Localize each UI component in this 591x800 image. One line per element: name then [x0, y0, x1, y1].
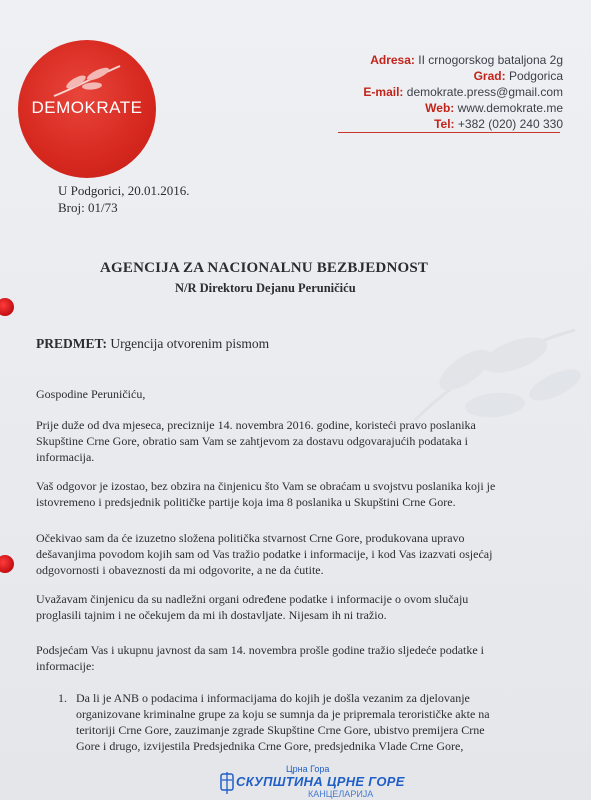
contact-block [363, 52, 563, 132]
city-value: Podgorica [508, 69, 563, 83]
document-number: Broj: 01/73 [58, 200, 118, 215]
paragraph [36, 530, 566, 578]
paragraph-line: informacija. [36, 450, 95, 464]
paragraph-line: odgovornosti i obaveznosti da mi odgovorite, a ne da ćutite. [36, 563, 324, 577]
web-label: Web: [425, 101, 455, 115]
paragraph-line: Očekivao sam da će izuzetno složena politička stvarnost Crne Gore, produkovana upravo [36, 531, 465, 545]
leaf-logo-icon [48, 62, 126, 98]
paragraph-line: proglasili tajnim i ne očekujem da mi ih dostavljate. Nijesam ih ni tražio. [36, 608, 387, 622]
list-item [58, 690, 558, 754]
paragraph-line: istovremeno i predsjednik političke partije koja ima 8 poslanika u Skupštini Crne Gore. [36, 495, 456, 509]
stamp-office: КАНЦЕЛАРИЈА [308, 789, 374, 799]
stamp-institution: СКУПШТИНА ЦРНЕ ГОРЕ [236, 774, 405, 789]
parliament-stamp [236, 764, 405, 799]
tel-value: +382 (020) 240 330 [457, 117, 563, 131]
binder-hole [0, 555, 14, 573]
paragraph-line: Uvažavam činjenicu da su nadležni organi određene podatke i informacije o ovom slučaju [36, 592, 469, 606]
contact-email [363, 84, 563, 100]
list-number: 1. [58, 691, 67, 705]
address-value: II crnogorskog bataljona 2g [418, 53, 563, 67]
contact-city [363, 68, 563, 84]
list-line: organizovane kriminalne grupe za koju se sumnja da je pripremala terorističke akte na [76, 707, 490, 721]
paragraph-line: informacije: [36, 659, 95, 673]
subject-label: PREDMET: [36, 336, 107, 351]
binder-hole [0, 298, 14, 316]
paragraph-line: Podsjećam Vas i ukupnu javnost da sam 14. novembra prošle godine tražio sljedeće podatke i [36, 643, 485, 657]
paragraph-line: Prije duže od dva mjeseca, preciznije 14. novembra 2016. godine, koristeći pravo poslanika [36, 418, 476, 432]
stamp-country: Црна Гора [286, 764, 330, 774]
email-label: E-mail: [363, 85, 404, 99]
place-date: U Podgorici, 20.01.2016. [58, 183, 190, 198]
paragraph-line: Vaš odgovor je izostao, bez obzira na činjenicu što Vam se obraćam u svojstvu poslanika koji je [36, 479, 496, 493]
paragraph [36, 417, 566, 465]
logo-text: DEMOKRATE [31, 98, 143, 117]
city-label: Grad: [473, 69, 506, 83]
paragraph-line: Skupštine Crne Gore, obratio sam Vam se zahtjevom za dostavu odgovarajućih podataka i [36, 434, 468, 448]
header-divider [338, 132, 560, 133]
paragraph [36, 478, 566, 510]
subject-text: Urgencija otvorenim pismom [110, 336, 270, 351]
web-value: www.demokrate.me [457, 101, 563, 115]
list-line: Gore i drugo, izvijestila Predsjednika Crne Gore, predsjednika Vlade Crne Gore, [76, 739, 464, 753]
address-label: Adresa: [370, 53, 415, 67]
recipient-attention: N/R Direktoru Dejanu Peruničiću [175, 281, 356, 295]
contact-address [363, 52, 563, 68]
list-line: Da li je ANB o podacima i informacijama do kojih je došla vezanim za djelovanje [76, 691, 470, 705]
paragraph-line: dešavanjima povodom kojih sam od Vas tražio podatke i informacije, i kod Vas izazvati osjećaj [36, 547, 493, 561]
email-value: demokrate.press@gmail.com [406, 85, 563, 99]
list-text [76, 690, 558, 754]
contact-web [363, 100, 563, 116]
paragraph [36, 642, 566, 674]
parliament-emblem-icon [218, 770, 236, 796]
recipient-agency: AGENCIJA ZA NACIONALNU BEZBJEDNOST [100, 260, 429, 276]
contact-tel [363, 116, 563, 132]
list-line: teritoriji Crne Gore, zauzimanje zgrade Skupštine Crne Gore, ubistvo premijera Crne [76, 723, 485, 737]
subject-line [36, 335, 269, 352]
paragraph [36, 591, 566, 623]
tel-label: Tel: [434, 117, 455, 131]
salutation: Gospodine Peruničiću, [36, 387, 146, 401]
